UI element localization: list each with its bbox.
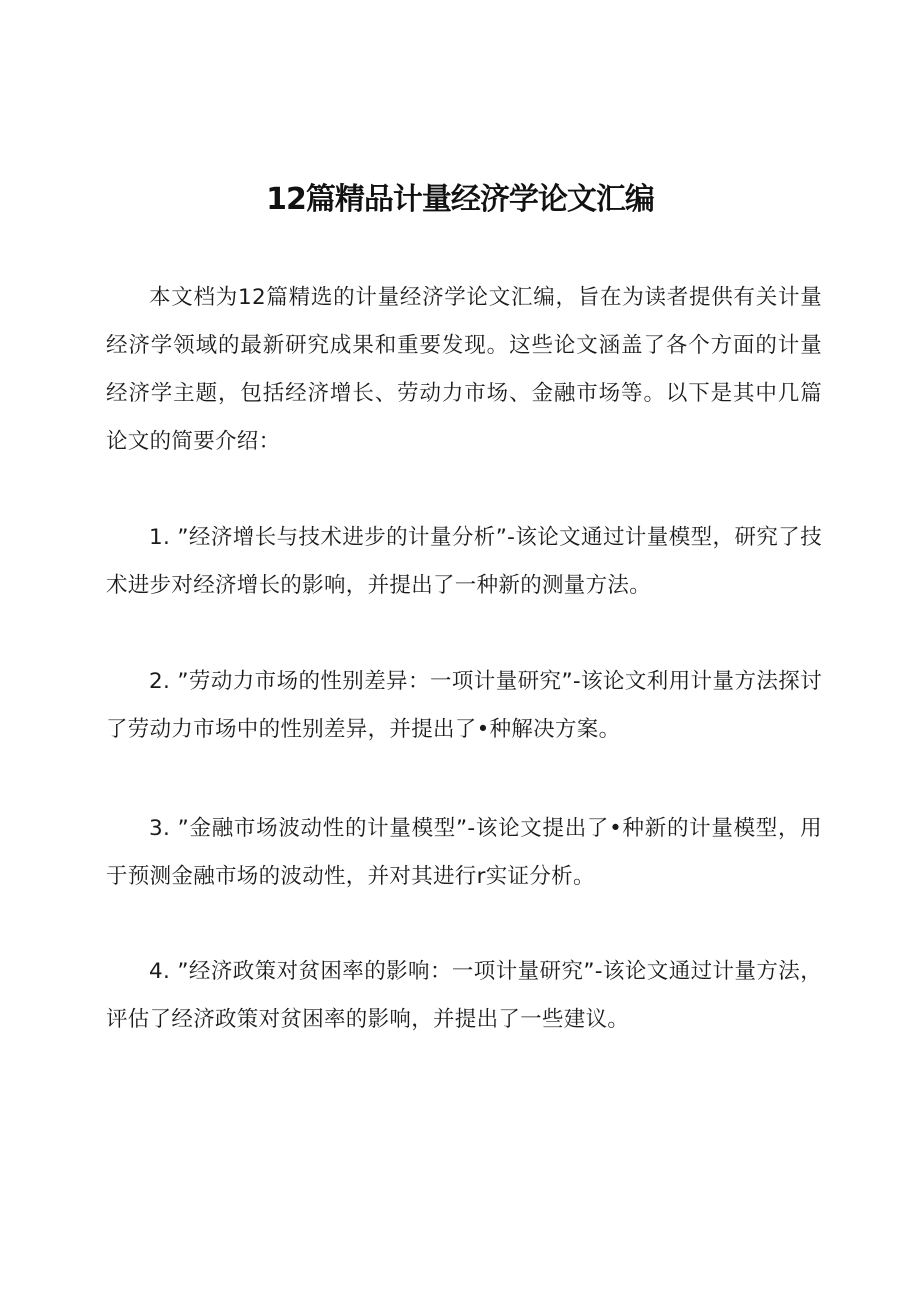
list-item-2: 2. ”劳动力市场的性别差异：一项计量研究”-该论文利用计量方法探讨了劳动力市场中的性别差异，并提出了•种解决方案。 <box>106 669 822 742</box>
list-item-1: 1. ”经济增长与技术进步的计量分析”-该论文通过计量模型，研究了技术进步对经济增长的影响，并提出了一种新的测量方法。 <box>106 525 822 598</box>
list-item-4: 4. ”经济政策对贫困率的影响：一项计量研究”-该论文通过计量方法，评估了经济政策对贫困率的影响，并提出了一些建议。 <box>106 959 822 1032</box>
list-item-3: 3. ”金融市场波动性的计量模型”-该论文提出了•种新的计量模型，用于预测金融市场的波动性，并对其进行r实证分析。 <box>106 816 822 889</box>
document-title: 12篇精品计量经济学论文汇编 <box>266 182 654 217</box>
intro-paragraph: 本文档为12篇精选的计量经济学论文汇编，旨在为读者提供有关计量经济学领域的最新研究成果和重要发现。这些论文涵盖了各个方面的计量经济学主题，包括经济增长、劳动力市场、金融市场等。以下是其中几篇论文的简要介绍： <box>106 285 822 454</box>
